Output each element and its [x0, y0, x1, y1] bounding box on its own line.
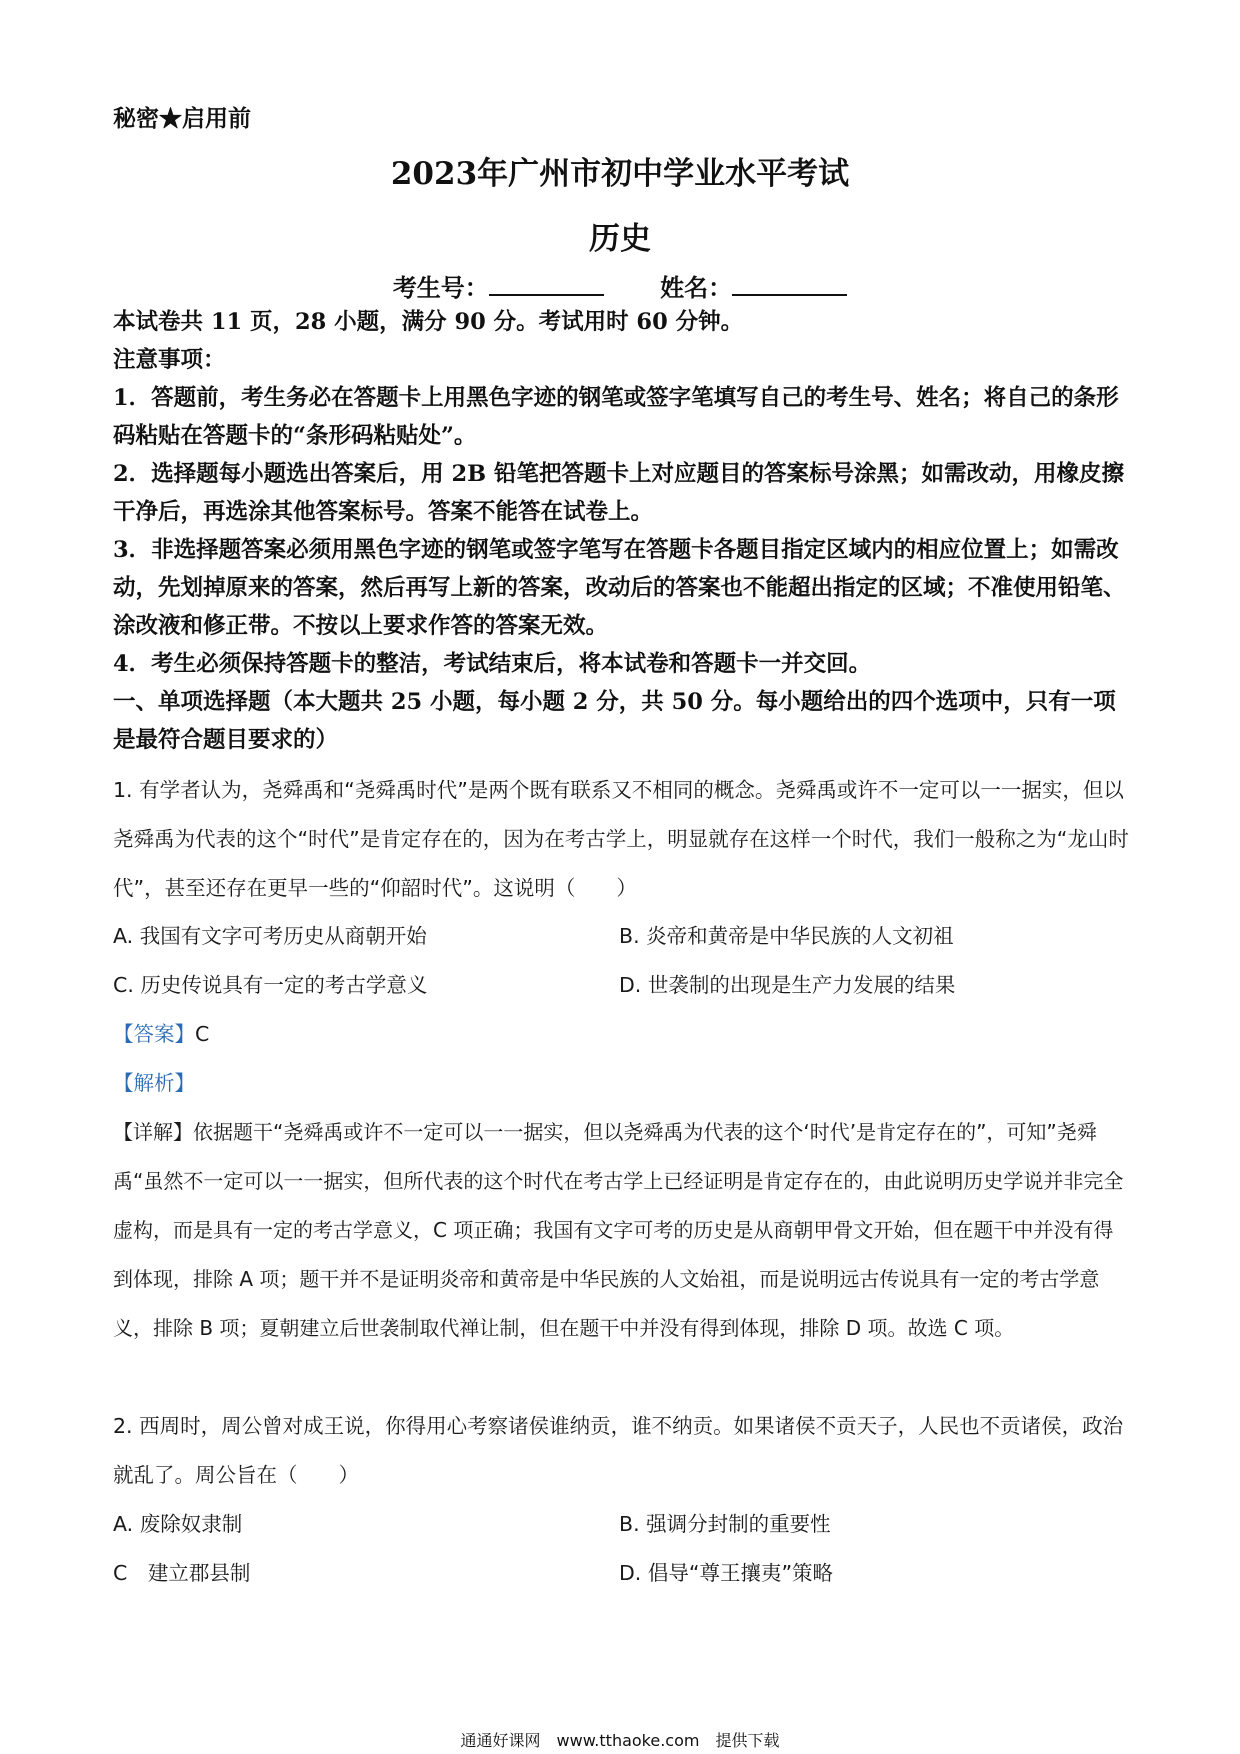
q1-analysis [113, 1059, 195, 1108]
q1-option-c[interactable]: C. 历史传说具有一定的考古学意义 [113, 973, 428, 997]
question-2-stem: 2. 西周时，周公曾对成王说，你得用心考察诸侯谁纳贡，谁不纳贡。如果诸侯不贡天子，人民也不贡诸侯，政治就乱了。周公旨在（ ） [113, 1414, 1124, 1487]
candidate-fields [0, 268, 1240, 303]
notice-block [113, 303, 1133, 759]
name-blank[interactable] [732, 272, 847, 296]
exam-title: 2023年广州市初中学业水平考试 [390, 156, 850, 192]
q2-option-d[interactable]: D. 倡导“尊王攘夷”策略 [619, 1561, 834, 1585]
answer-tag: 【答案】 [113, 1022, 195, 1046]
notice-heading: 注意事项： [113, 347, 226, 373]
q1-option-d[interactable]: D. 世袭制的出现是生产力发展的结果 [619, 973, 956, 997]
q1-answer [113, 1010, 209, 1059]
question-1-options [113, 912, 1133, 1010]
q1-option-a[interactable]: A. 我国有文字可考历史从商朝开始 [113, 924, 427, 948]
question-2-options [113, 1500, 1133, 1598]
q2-option-c[interactable]: C 建立郡县制 [113, 1561, 251, 1585]
notice-summary: 本试卷共 11 页，28 小题，满分 90 分。考试用时 60 分钟。 [113, 309, 744, 335]
section-heading: 一、单项选择题（本大题共 25 小题，每小题 2 分，共 50 分。每小题给出的四个选项中，只有一项是最符合题目要求的） [113, 689, 1116, 753]
detail-tag: 【详解】 [113, 1120, 193, 1144]
confidential-label: 秘密★启用前 [113, 105, 251, 132]
detail-text: 依据题干“尧舜禹或许不一定可以一一据实，但以尧舜禹为代表的这个‘时代’是肯定存在的”，可知”尧舜禹“虽然不一定可以一一据实，但所代表的这个时代在考古学上已经证明是肯定存在的，由此说明历史学说并非完全虚构，而是具有一定的考古学意义，C 项正确；我国有文字可考的历史是从商朝甲骨文开始，但在题干中并没有得到体现，排除 A 项；题干并不是证明炎帝和黄帝是中华民族的人文始祖，而是说明远古传说具有一定的考古学意义，排除 B 项；夏朝建立后世袭制取代禅让制，但在题干中并没有得到体现，排除 D 项。故选 C 项。 [113, 1120, 1124, 1340]
notice-item: 2．选择题每小题选出答案后，用 2B 铅笔把答题卡上对应题目的答案标号涂黑；如需改动，用橡皮擦干净后，再选涂其他答案标号。答案不能答在试卷上。 [113, 461, 1124, 525]
subject-title: 历史 [589, 221, 651, 257]
question-1-stem: 1. 有学者认为，尧舜禹和“尧舜禹时代”是两个既有联系又不相同的概念。尧舜禹或许不一定可以一一据实，但以尧舜禹为代表的这个“时代”是肯定存在的，因为在考古学上，明显就存在这样一个时代，我们一般称之为“龙山时代”，甚至还存在更早一些的“仰韶时代”。这说明（ ） [113, 778, 1129, 900]
q2-option-b[interactable]: B. 强调分封制的重要性 [619, 1512, 831, 1536]
footer-source: 通通好课网 www.tthaoke.com 提供下载 [460, 1731, 780, 1750]
answer-value: C [195, 1022, 210, 1046]
analysis-tag: 【解析】 [113, 1071, 195, 1095]
name-label: 姓名： [660, 273, 733, 302]
q2-option-a[interactable]: A. 废除奴隶制 [113, 1512, 243, 1536]
notice-item: 3．非选择题答案必须用黑色字迹的钢笔或签字笔写在答题卡各题目指定区域内的相应位置上；如需改动，先划掉原来的答案，然后再写上新的答案，改动后的答案也不能超出指定的区域；不准使用铅笔、涂改液和修正带。不按以上要求作答的答案无效。 [113, 537, 1126, 639]
exam-no-blank[interactable] [489, 272, 604, 296]
notice-item: 4．考生必须保持答题卡的整洁，考试结束后，将本试卷和答题卡一并交回。 [113, 651, 872, 677]
notice-item: 1．答题前，考生务必在答题卡上用黑色字迹的钢笔或签字笔填写自己的考生号、姓名；将自己的条形码粘贴在答题卡的“条形码粘贴处”。 [113, 385, 1119, 449]
q1-option-b[interactable]: B. 炎帝和黄帝是中华民族的人文初祖 [619, 924, 954, 948]
q1-detail [113, 1108, 1128, 1353]
exam-no-label: 考生号： [392, 273, 489, 302]
